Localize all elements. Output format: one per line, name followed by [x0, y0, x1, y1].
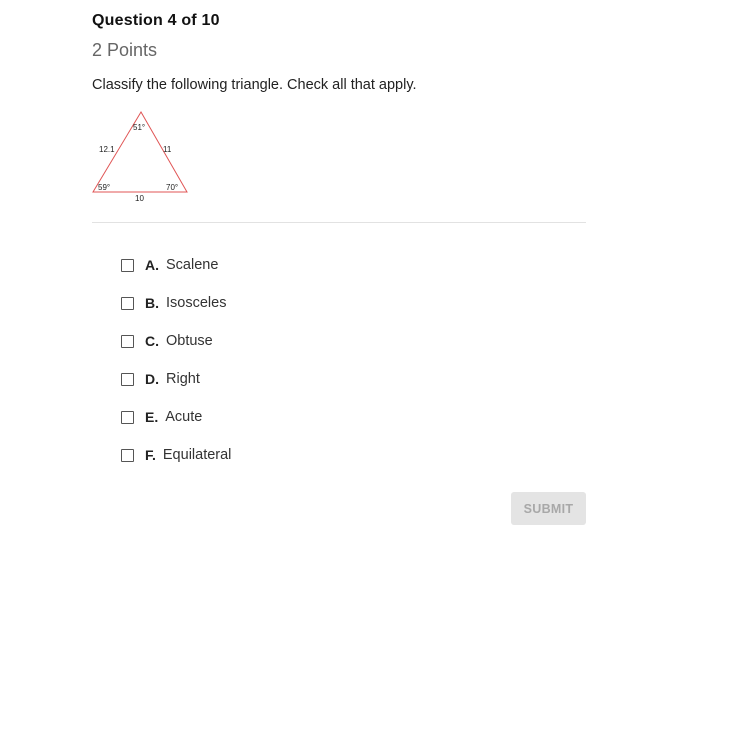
side-label-right: 11 — [163, 145, 172, 154]
divider — [92, 222, 586, 223]
option-label: Obtuse — [166, 333, 213, 349]
checkbox[interactable] — [121, 411, 134, 424]
option-letter: A. — [145, 257, 159, 273]
angle-label-bottom-right: 70° — [166, 183, 179, 192]
option-label: Acute — [165, 409, 203, 425]
side-label-bottom: 10 — [135, 194, 144, 203]
option-f[interactable] — [121, 436, 231, 474]
option-b[interactable] — [121, 284, 231, 322]
question-counter: Question 4 of 10 — [92, 12, 220, 29]
checkbox[interactable] — [121, 297, 134, 310]
answer-options — [121, 246, 231, 474]
option-letter: B. — [145, 295, 159, 311]
option-letter: E. — [145, 409, 159, 425]
option-letter: C. — [145, 333, 159, 349]
question-points: 2 Points — [92, 40, 158, 60]
option-d[interactable] — [121, 360, 231, 398]
option-label: Isosceles — [166, 295, 227, 311]
option-letter: F. — [145, 447, 156, 463]
option-letter: D. — [145, 371, 159, 387]
submit-button[interactable]: SUBMIT — [511, 492, 586, 525]
checkbox[interactable] — [121, 259, 134, 272]
option-a[interactable] — [121, 246, 231, 284]
option-label: Scalene — [166, 257, 219, 273]
checkbox[interactable] — [121, 373, 134, 386]
checkbox[interactable] — [121, 335, 134, 348]
option-label: Equilateral — [162, 447, 232, 463]
angle-label-top: 51° — [133, 123, 146, 132]
checkbox[interactable] — [121, 449, 134, 462]
angle-label-bottom-left: 59° — [98, 183, 111, 192]
triangle-figure — [90, 108, 194, 204]
side-label-left: 12.1 — [99, 145, 115, 154]
option-label: Right — [166, 371, 200, 387]
option-c[interactable] — [121, 322, 231, 360]
option-e[interactable] — [121, 398, 231, 436]
question-prompt: Classify the following triangle. Check all that apply. — [92, 77, 417, 93]
